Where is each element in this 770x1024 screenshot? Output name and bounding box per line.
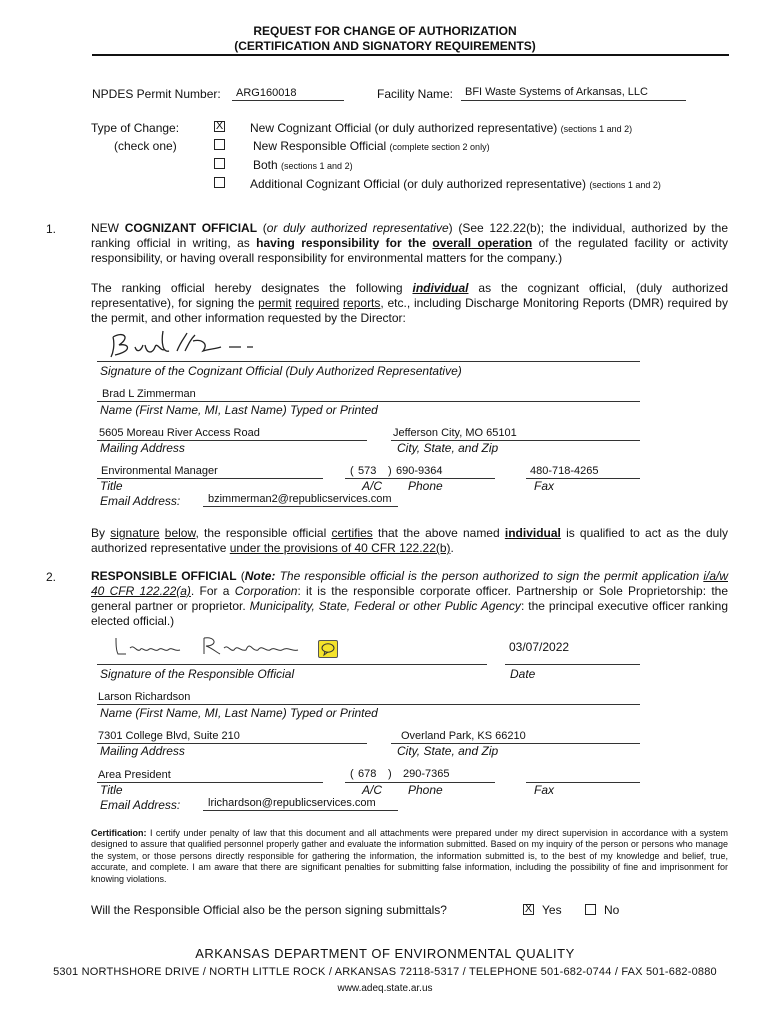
cognizant-phone-label: Phone — [408, 479, 443, 493]
speech-bubble-icon — [319, 641, 337, 657]
text-run: COGNIZANT OFFICIAL — [124, 221, 258, 235]
text-run: individual — [412, 281, 469, 295]
form-title: REQUEST FOR CHANGE OF AUTHORIZATION — [253, 24, 517, 38]
cognizant-address-value[interactable]: 5605 Moreau River Access Road — [99, 427, 260, 439]
text-run: certifies — [331, 526, 373, 540]
text-run: below — [164, 526, 196, 540]
responsible-title-label: Title — [100, 783, 123, 797]
responsible-ac-close: ) — [388, 768, 392, 780]
option-note: (complete section 2 only) — [389, 142, 490, 152]
responsible-city-label: City, State, and Zip — [397, 744, 499, 758]
checkbox-new-cognizant[interactable]: X — [215, 120, 224, 132]
checkbox-yes[interactable]: X — [524, 903, 533, 915]
cognizant-title-line — [97, 478, 323, 479]
section-1-designation — [91, 281, 728, 326]
checkbox-no[interactable] — [585, 904, 596, 915]
section-2-intro — [91, 569, 728, 629]
text-run: Municipality, State, Federal or other Public Agency — [249, 599, 521, 613]
cognizant-city-value[interactable]: Jefferson City, MO 65101 — [393, 427, 517, 439]
text-run: , etc., including Discharge Monitoring Reports (DMR) required by the permit, and other information requested by the Director: — [91, 296, 728, 325]
text-run: ( — [236, 569, 245, 583]
responsible-phone-value[interactable]: 290-7365 — [403, 768, 450, 780]
certification-text — [91, 828, 728, 885]
checkbox-both[interactable] — [214, 158, 225, 169]
text-run: of the regulated facility or activity responsibility, or having overall responsibility for environmental matters for the company.) — [91, 236, 728, 265]
text-run: reports — [343, 296, 381, 310]
option-text: New Cognizant Official (or duly authorized representative) — [250, 121, 558, 135]
type-of-change-label: Type of Change: — [91, 121, 180, 135]
text-run: i/a/w 40 CFR 122.22(a) — [91, 569, 728, 598]
form-subtitle: (CERTIFICATION AND SIGNATORY REQUIREMENTS) — [234, 39, 536, 53]
responsible-email-line — [203, 810, 398, 811]
responsible-city-value[interactable]: Overland Park, KS 66210 — [401, 730, 526, 742]
text-run: is qualified to act as the duly authorized representative — [91, 526, 728, 555]
text-run: The responsible official is the person authorized to sign the permit application — [275, 569, 704, 583]
responsible-title-value[interactable]: Area President — [98, 769, 171, 781]
cognizant-signature-image — [105, 327, 275, 363]
cognizant-email-label: Email Address: — [100, 494, 181, 508]
option-additional-cognizant — [250, 177, 661, 191]
yes-label: Yes — [542, 903, 562, 917]
cognizant-title-label: Title — [100, 479, 123, 493]
text-run: Corporation — [234, 584, 298, 598]
cognizant-address-label: Mailing Address — [100, 441, 185, 455]
option-text: New Responsible Official — [253, 139, 387, 153]
cognizant-ac-label: A/C — [362, 479, 383, 493]
facility-name-line — [461, 100, 686, 101]
responsible-name-value[interactable]: Larson Richardson — [98, 691, 191, 703]
certification-label: Certification: — [91, 828, 147, 838]
responsible-address-value[interactable]: 7301 College Blvd, Suite 210 — [98, 730, 240, 742]
responsible-ac-open: ( — [350, 768, 354, 780]
responsible-signature-line — [97, 664, 487, 665]
cognizant-signature-line — [97, 361, 640, 362]
option-both — [253, 158, 353, 172]
responsible-email-value[interactable]: lrichardson@republicservices.com — [208, 797, 376, 809]
footer-website: www.adeq.state.ar.us — [337, 983, 433, 994]
footer-agency: ARKANSAS DEPARTMENT OF ENVIRONMENTAL QUALITY — [195, 946, 575, 961]
responsible-date-label: Date — [510, 667, 536, 681]
cognizant-email-value[interactable]: bzimmerman2@republicservices.com — [208, 493, 392, 505]
section-2-number: 2. — [46, 570, 57, 584]
responsible-ac-value[interactable]: 678 — [358, 768, 377, 780]
text-run: NEW — [91, 221, 125, 235]
text-run: RESPONSIBLE OFFICIAL — [91, 569, 237, 583]
text-run: required — [295, 296, 340, 310]
text-run: overall — [432, 236, 472, 250]
permit-number-label: NPDES Permit Number: — [92, 87, 221, 101]
responsible-ac-label: A/C — [362, 783, 383, 797]
cognizant-name-label: Name (First Name, MI, Last Name) Typed or Printed — [100, 403, 378, 417]
section-1-number: 1. — [46, 222, 57, 236]
check-one-label: (check one) — [114, 139, 177, 153]
text-run: as the cognizant official, (duly authorized representative), for signing the — [91, 281, 728, 310]
header-rule — [92, 54, 729, 56]
responsible-name-line — [97, 704, 640, 705]
text-run: ) (See 122.22(b); the individual, authorized by the ranking official in writing, as — [91, 221, 728, 250]
responsible-address-label: Mailing Address — [100, 744, 185, 758]
cognizant-city-label: City, State, and Zip — [397, 441, 499, 455]
option-new-responsible — [253, 139, 490, 153]
cognizant-name-value[interactable]: Brad L Zimmerman — [102, 388, 196, 400]
cognizant-ac-close: ) — [388, 465, 392, 477]
option-text: Both — [253, 158, 278, 172]
option-text: Additional Cognizant Official (or duly authorized representative) — [250, 177, 586, 191]
comment-icon[interactable] — [318, 640, 338, 658]
no-label: No — [604, 903, 620, 917]
text-run: : the principal executive officer ranking elected official.) — [91, 599, 729, 628]
responsible-phone-label: Phone — [408, 783, 443, 797]
signing-submittals-question: Will the Responsible Official also be the person signing submittals? — [91, 903, 447, 917]
cognizant-ac-value[interactable]: 573 — [358, 465, 377, 477]
text-run: operation — [471, 236, 533, 250]
responsible-name-label: Name (First Name, MI, Last Name) Typed or Printed — [100, 706, 378, 720]
option-note: (sections 1 and 2) — [281, 161, 353, 171]
footer-address: 5301 NORTHSHORE DRIVE / NORTH LITTLE ROCK / ARKANSAS 72118-5317 / TELEPHONE 501-682-0744 / FAX 501-682-0880 — [53, 966, 717, 978]
text-run: The ranking official hereby designates the following — [91, 281, 413, 295]
text-run: permit — [258, 296, 292, 310]
option-note: (sections 1 and 2) — [560, 124, 633, 134]
cognizant-name-line — [97, 401, 640, 402]
responsible-date-line — [505, 664, 640, 665]
text-run: or duly authorized representative — [266, 221, 449, 235]
facility-name-value[interactable]: BFI Waste Systems of Arkansas, LLC — [465, 86, 648, 98]
responsible-email-label: Email Address: — [100, 798, 181, 812]
section-1-certifies — [91, 526, 728, 556]
certification-body: I certify under penalty of law that this document and all attachments were prepared under my direct supervision in accordance with a system designed to assure that qualified personnel properly gather and evaluate the information submitted. Based on my inquiry of the person or persons who manage the system, or those persons directly responsible for gathering the information, the information submitted is, to the best of my knowledge and belief, true, accurate, and complete. I am aware that there are significant penalties for submitting false information, including the possibility of fine and imprisonment for knowing violations. — [91, 828, 728, 884]
option-new-cognizant — [250, 121, 632, 135]
section-1-intro — [91, 221, 728, 266]
text-run: . For a — [190, 584, 235, 598]
text-run: . — [450, 541, 454, 555]
text-run: Note: — [244, 569, 276, 583]
text-run: that the above named — [372, 526, 505, 540]
cognizant-signature-label: Signature of the Cognizant Official (Duly Authorized Representative) — [100, 364, 462, 378]
text-run: By — [91, 526, 111, 540]
text-run: under the provisions of 40 CFR 122.22(b) — [229, 541, 451, 555]
text-run: , the responsible official — [195, 526, 332, 540]
text-run: individual — [504, 526, 561, 540]
cognizant-fax-label: Fax — [534, 479, 555, 493]
text-run: : it is the responsible corporate officer. Partnership or Sole Proprietorship: the general partner or proprietor. — [91, 584, 729, 613]
text-run: signature — [110, 526, 160, 540]
cognizant-ac-open: ( — [350, 465, 354, 477]
text-run: ( — [257, 221, 267, 235]
permit-number-value[interactable]: ARG160018 — [236, 87, 297, 99]
checkbox-new-responsible[interactable] — [214, 139, 225, 150]
checkbox-additional-cognizant[interactable] — [214, 177, 225, 188]
option-note: (sections 1 and 2) — [589, 180, 661, 190]
permit-number-line — [232, 100, 344, 101]
cognizant-fax-value[interactable]: 480-718-4265 — [530, 465, 599, 477]
responsible-signature-label: Signature of the Responsible Official — [100, 667, 295, 681]
responsible-title-line — [97, 782, 323, 783]
cognizant-phone-value[interactable]: 690-9364 — [396, 465, 443, 477]
cognizant-title-value[interactable]: Environmental Manager — [101, 465, 218, 477]
responsible-fax-label: Fax — [534, 783, 555, 797]
responsible-signature-image — [112, 634, 322, 660]
facility-name-label: Facility Name: — [377, 87, 454, 101]
text-run: having responsibility for the — [256, 236, 433, 250]
responsible-date-value[interactable]: 03/07/2022 — [509, 640, 570, 654]
cognizant-email-line — [203, 506, 398, 507]
